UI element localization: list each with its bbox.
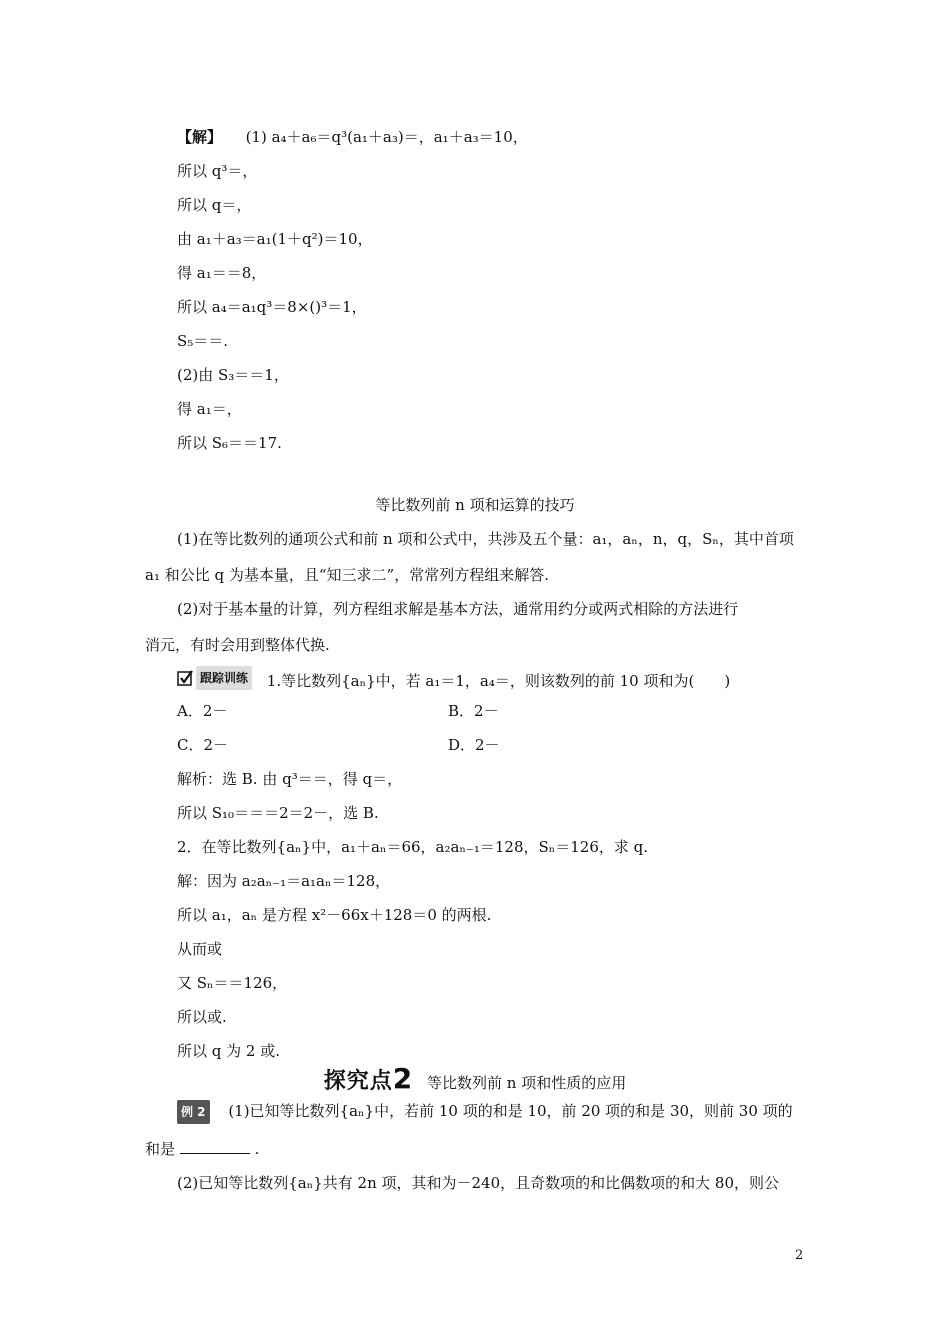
q2-solution-line: 所以 q 为 2 或. xyxy=(177,1042,280,1060)
tips-paragraph-2-line-1: (2)对于基本量的计算，列方程组求解是基本方法，通常用约分或两式相除的方法进行 xyxy=(177,600,739,618)
example-line-1-text: (1)已知等比数列{aₙ}中，若前 10 项的和是 10，前 20 项的和是 30，则前 30 项的 xyxy=(228,1102,793,1120)
solution-line: 得 a₁＝， xyxy=(177,400,242,418)
training-label: 跟踪训练 xyxy=(196,666,252,690)
training-question-1 xyxy=(177,666,730,692)
option-b: B．2－ xyxy=(448,702,499,720)
example-line-3: (2)已知等比数列{aₙ}共有 2n 项，其和为－240，且奇数项的和比偶数项的和大 80，则公 xyxy=(177,1174,779,1192)
question-2-text: 2．在等比数列{aₙ}中，a₁＋aₙ＝66，a₂aₙ₋₁＝128，Sₙ＝126，求 q. xyxy=(177,838,649,856)
example-line-2-pre: 和是 xyxy=(145,1140,176,1158)
example-line-2-post: . xyxy=(254,1140,260,1158)
answer-blank[interactable] xyxy=(180,1139,250,1154)
solution-tag: 【解】 xyxy=(177,128,223,146)
q2-solution-line: 解：因为 a₂aₙ₋₁＝a₁aₙ＝128， xyxy=(177,872,391,890)
analysis-line-1: 解析：选 B. 由 q³＝＝，得 q＝， xyxy=(177,770,403,788)
solution-line: S₅＝＝. xyxy=(177,332,229,350)
check-icon xyxy=(177,670,193,686)
solution-line: 得 a₁＝＝8， xyxy=(177,264,267,282)
solution-line: 所以 a₄＝a₁q³＝8×()³＝1， xyxy=(177,298,367,316)
page-number: 2 xyxy=(795,1248,804,1263)
section-heading xyxy=(0,1062,950,1095)
solution-line: 由 a₁＋a₃＝a₁(1＋q²)＝10， xyxy=(177,230,373,248)
tips-paragraph-1-line-1: (1)在等比数列的通项公式和前 n 项和公式中，共涉及五个量：a₁，aₙ，n，q，Sₙ，其中首项 xyxy=(177,530,794,548)
training-badge xyxy=(177,666,252,690)
q2-solution-line: 又 Sₙ＝＝126， xyxy=(177,974,288,992)
solution-line: 所以 S₆＝＝17. xyxy=(177,434,282,452)
example-line-2 xyxy=(145,1138,259,1160)
example-badge: 例 2 xyxy=(177,1100,210,1124)
q2-solution-line: 所以或. xyxy=(177,1008,227,1026)
section-heading-number: 2 xyxy=(392,1062,413,1095)
option-d: D．2－ xyxy=(448,736,500,754)
solution-line: 所以 q³＝， xyxy=(177,162,258,180)
tips-title: 等比数列前 n 项和运算的技巧 xyxy=(375,496,575,514)
example-line-1 xyxy=(177,1100,793,1124)
section-heading-subtitle: 等比数列前 n 项和性质的应用 xyxy=(427,1074,627,1092)
solution-line: (1) a₄＋a₆＝q³(a₁＋a₃)＝，a₁＋a₃＝10， xyxy=(245,128,528,146)
option-c: C．2－ xyxy=(177,736,229,754)
section-heading-label: 探究点 xyxy=(323,1069,393,1094)
solution-line: 所以 q＝， xyxy=(177,196,252,214)
tips-paragraph-2-line-2: 消元，有时会用到整体代换. xyxy=(145,636,330,654)
analysis-line-2: 所以 S₁₀＝＝＝2＝2－，选 B. xyxy=(177,804,379,822)
q2-solution-line: 从而或 xyxy=(177,940,223,958)
tips-paragraph-1-line-2: a₁ 和公比 q 为基本量，且“知三求二”，常常列方程组来解答. xyxy=(145,566,549,584)
option-a: A．2－ xyxy=(177,702,228,720)
solution-line: (2)由 S₃＝＝1， xyxy=(177,366,289,384)
solution-first-line xyxy=(177,126,528,148)
question-1-text: 1.等比数列{aₙ}中，若 a₁＝1，a₄＝，则该数列的前 10 项和为( ) xyxy=(266,672,731,690)
q2-solution-line: 所以 a₁，aₙ 是方程 x²－66x＋128＝0 的两根. xyxy=(177,906,492,924)
